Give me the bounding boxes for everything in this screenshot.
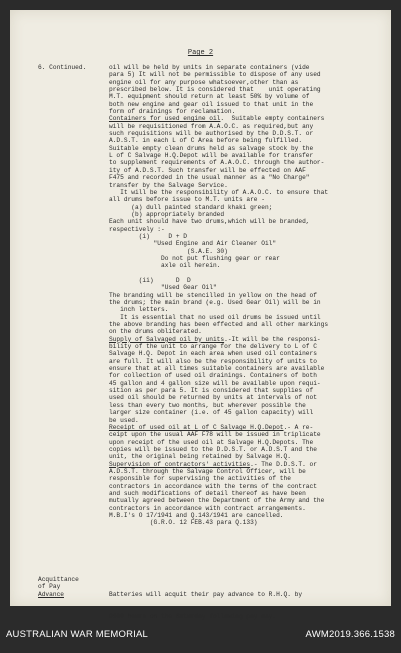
document-line: ensure that at all times suitable containers are available xyxy=(109,365,325,373)
document-line: Salvage H.Q. Depot in each area when used oil containers xyxy=(109,350,317,358)
document-line: para 5) It will not be permissible to dispose of any used xyxy=(109,71,321,79)
document-body xyxy=(109,64,391,527)
document-line: axle oil herein. xyxy=(109,262,221,270)
document-line: The branding will be stencilled in yellow on the head of xyxy=(109,291,317,299)
document-line: A.D.S.T. through the Salvage Control Officer, will be xyxy=(109,467,306,475)
document-line: (i) D + D xyxy=(109,232,187,240)
document-line: oil will be held by units in separate containers (vide xyxy=(109,64,310,71)
document-line: form of drainings for reclamation. xyxy=(109,108,236,116)
document-line: "Used Engine and Air Cleaner Oil" xyxy=(109,240,277,248)
document-line: Receipt of used oil at L of C Salvage H.Q.Depot.- A re- xyxy=(109,423,314,431)
paragraph-label: 6. Continued. xyxy=(38,64,87,71)
document-line: ceipt upon the usual AAF F78 will be issued in triplicate xyxy=(109,431,321,439)
document-line: ity of A.D.S.T. Such transfer will be effected on AAF xyxy=(109,166,306,174)
document-line: 45 gallon and 4 gallon size will be available upon requi- xyxy=(109,379,321,387)
document-line: the drums; the main brand (e.g. Used Gear Oil) will be in xyxy=(109,299,321,306)
document-line: "Used Gear Oil" xyxy=(109,284,217,292)
document-line: (b) appropriately branded xyxy=(109,210,225,218)
document-line: sition as per para 5. It is considered that supplies of xyxy=(109,387,314,395)
document-line: Supervision of contractors' activities.- The D.D.S.T. or xyxy=(109,460,317,468)
document-line: Each unit should have two drums,which will be branded, xyxy=(109,218,310,226)
document-line: be used. xyxy=(109,416,139,424)
document-line: the above branding has been effected and all other markings xyxy=(109,321,329,329)
document-line: M.B.I's O 17/1941 and Q.143/1941 are cancelled. xyxy=(109,511,284,519)
document-line: (ii) D D xyxy=(109,276,191,284)
document-line: It is essential that no used oil drums be issued until xyxy=(109,313,321,321)
document-line: all drums before issue to M.T. units are - xyxy=(109,196,265,204)
document-line: L of C Salvage H.Q.Depot will be available for transfer xyxy=(109,152,314,160)
document-line: are full. It will also be the responsibility of units to xyxy=(109,357,317,365)
document-line: larger size container (i.e. of 45 gallon capacity) will xyxy=(109,409,314,417)
document-line: less than every two months, but wherever possible the xyxy=(109,401,306,409)
document-line: unit, the original being retained by Salvage H.Q. xyxy=(109,453,291,461)
document-page xyxy=(10,10,391,620)
document-line: bility of the unit to arrange for the delivery to L of C xyxy=(109,343,317,351)
document-line: and such modifications of detail thereof as have been xyxy=(109,489,306,497)
document-line: F475 and recorded in the usual manner as a "No Charge" xyxy=(109,174,310,182)
document-line: A.D.S.T. in each L of C Area before being fulfilled. xyxy=(109,137,303,145)
document-line: Suitable empty clean drums held as salvage stock by the xyxy=(109,144,314,152)
document-line: Containers for used engine oil. Suitable empty containers xyxy=(109,115,325,123)
page-number: Page 2 xyxy=(187,49,214,57)
document-line: upon receipt of the used oil at Salvage H.Q.Depots. The xyxy=(109,438,314,446)
document-line: responsible for supervising the activities of the xyxy=(109,475,291,483)
document-line xyxy=(109,270,391,277)
document-line: to supplement requirements of A.A.O.C. through the author- xyxy=(109,159,325,167)
document-line: both new engine and gear oil issued to that unit in the xyxy=(109,100,314,108)
document-line: Do not put flushing gear or rear xyxy=(109,254,280,262)
document-line: for collection of used oil drainings. Containers of both xyxy=(109,372,317,380)
footer-source: AUSTRALIAN WAR MEMORIAL xyxy=(6,628,149,640)
document-line: It will be the responsibility of A.A.O.C. to ensure that xyxy=(109,188,329,196)
document-line: on the drums obliterated. xyxy=(109,328,202,336)
document-line: (S.A.E. 30) xyxy=(109,247,228,255)
acquittance-label: Acquittance of Pay Advance xyxy=(38,576,79,598)
document-line: transfer by the Salvage Service. xyxy=(109,181,228,189)
document-line: respectively :- xyxy=(109,225,165,233)
document-line: (a) dull painted standard khaki green; xyxy=(109,203,273,211)
document-line: (G.R.O. 12 FEB.43 para Q.133) xyxy=(109,519,258,527)
footer xyxy=(0,615,401,653)
document-line: Supply of Salvaged oil by units.-It will be the responsi- xyxy=(109,335,321,343)
footer-reference: AWM2019.366.1538 xyxy=(305,628,395,640)
document-line: prescribed below. It is considered that unit operating xyxy=(109,86,321,94)
document-line: mutually agreed between the Department of the Army and the xyxy=(109,497,325,505)
acquittance-text: Batteries will acquit their pay advance to R.H.Q. by 0900 hours on the Saturday following pay day. xyxy=(109,590,303,620)
document-line: inch letters. xyxy=(109,306,169,314)
document-line: M.T. equipment should return at least 50% by volume of xyxy=(109,93,310,101)
document-line: such requisitions will be authorised by the D.D.S.T. or xyxy=(109,130,314,138)
document-line: used oil should be returned by units at intervals of not xyxy=(109,394,317,402)
document-line: will be requisitioned from A.A.O.C. as required,but any xyxy=(109,122,314,130)
document-line: contractors in accordance with the terms of the contract xyxy=(109,482,317,490)
document-line: engine oil for any purpose whatsoever,other than as xyxy=(109,78,299,86)
document-line: contractors in accordance with contract arrangements. xyxy=(109,504,306,512)
document-line: copies will be issued to the D.D.S.T. or A.D.S.T and the xyxy=(109,445,317,453)
